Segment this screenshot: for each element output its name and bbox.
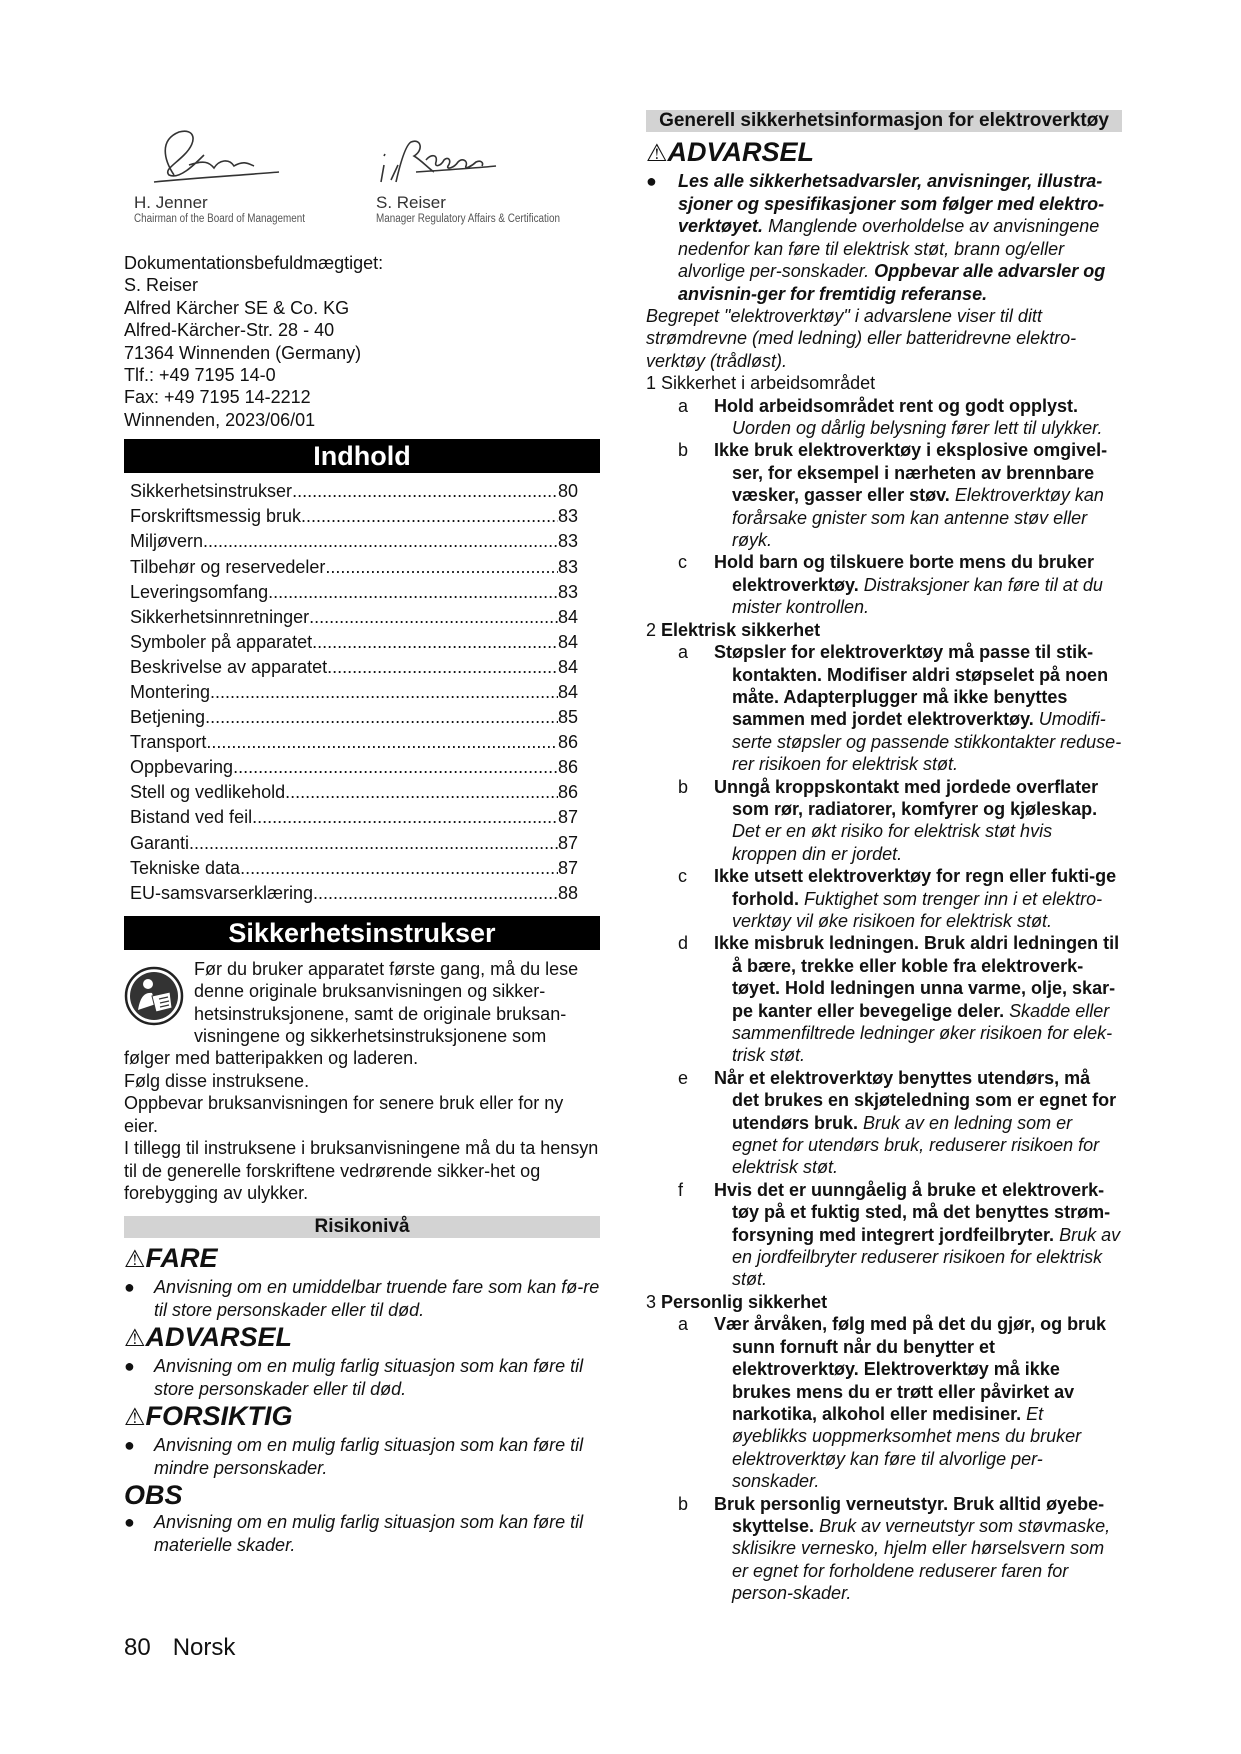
toc-leader	[327, 655, 558, 680]
toc-row[interactable]	[130, 831, 578, 856]
bullet-text: Manglende overholdelse av anvisningene nedenfor kan føre til elektrisk støt, brann og/eller alvorlige per-sonskader.	[678, 216, 1100, 281]
general-warning-label: ⚠ADVARSEL	[646, 137, 815, 167]
toc-title: Symboler på apparatet	[130, 631, 313, 652]
toc-row[interactable]	[130, 881, 578, 906]
address-phone: Tlf.: +49 7195 14-0	[124, 365, 276, 386]
item-text: Umodifi-serte støpsler og passende stikkontakter reduse-rer risikoen for elektrisk støt.	[732, 709, 1122, 775]
toc-page: 86	[557, 757, 578, 778]
toc-leader	[292, 479, 558, 504]
toc-title: Beskrivelse av apparatet	[130, 656, 328, 677]
item-bold: Hold arbeidsområdet rent og godt opplyst.	[714, 395, 1079, 416]
toc-leader	[233, 755, 558, 780]
address-date: Winnenden, 2023/06/01	[124, 409, 316, 430]
toc-leader	[210, 680, 558, 705]
follow-instructions: Følg disse instruksene.	[124, 1070, 310, 1091]
keep-manual: Oppbevar bruksanvisningen for senere bruk eller for ny eier.	[124, 1093, 564, 1136]
toc-title: Tekniske data	[130, 857, 241, 878]
item-bold: Støpsler for elektroverktøy må passe til stik-kontakten. Modifiser aldri støpselet på noen måte. Adapterplugger må ikke benyttes sammen med jordet elektroverktøy.	[714, 642, 1109, 730]
intro-line: visningene og sikkerhetsinstruksjonene som	[194, 1026, 547, 1047]
section-item	[646, 1313, 1122, 1492]
toc-title: Garanti	[130, 832, 190, 853]
toc-row[interactable]	[130, 555, 578, 580]
toc-row[interactable]	[130, 730, 578, 755]
item-bold: Ikke bruk elektroverktøy i eksplosive omgivel-ser, for eksempel i nærheten av brennbare væsker, gasser eller støv.	[714, 440, 1108, 506]
item-marker: d	[678, 933, 689, 954]
section-item	[646, 865, 1122, 932]
toc-leader	[285, 780, 558, 805]
item-text: Bruk av verneutstyr som støvmaske, sklisikre vernesko, hjelm eller hørselsvern som er egnet for forholdene reduserer faren for person-skader.	[732, 1515, 1111, 1604]
toc-row[interactable]	[130, 655, 578, 680]
toc-row[interactable]	[130, 755, 578, 780]
toc-title: Transport	[130, 732, 207, 753]
term-note: Begrepet "elektroverktøy" i advarslene viser til ditt strømdrevne (med ledning) eller batteridrevne elektro-verktøy (trådløst).	[646, 306, 1077, 371]
toc-page: 84	[557, 631, 578, 652]
toc-page: 87	[557, 832, 578, 853]
toc-row[interactable]	[130, 605, 578, 630]
bullet-dot: ●	[124, 1512, 135, 1533]
toc-leader	[189, 831, 558, 856]
risk-level-text: ● Anvisning om en umiddelbar truende fare som kan fø-re til store personskader eller til død.	[124, 1277, 600, 1320]
item-text: Fuktighet som trenger inn i et elektro-verktøy vil øke risikoen for elektrisk støt.	[732, 888, 1103, 931]
section-item	[646, 932, 1122, 1066]
toc-page: 84	[557, 656, 578, 677]
item-text: Skadde eller sammenfiltrede ledninger øker risikoen for elek-trisk støt.	[732, 1000, 1113, 1066]
toc-row[interactable]	[130, 630, 578, 655]
signature-title: Chairman of the Board of Management	[134, 213, 305, 225]
section-heading: 3 Personlig sikkerhet	[646, 1291, 828, 1312]
intro-line: Før du bruker apparatet første gang, må du lese	[194, 958, 579, 979]
safety-heading: Sikkerhetsinstrukser	[124, 916, 600, 950]
toc-leader	[206, 730, 558, 755]
item-bold: Ikke utsett elektroverktøy for regn eller fukti-ge forhold.	[714, 866, 1117, 909]
section-item	[646, 439, 1122, 551]
address-street: Alfred-Kärcher-Str. 28 - 40	[124, 320, 335, 341]
additional-rules: I tillegg til instruksene i bruksanvisningene må du ta hensyn til de generelle forskriftene vedrørende sikker-het og forebygging av ulykker.	[124, 1138, 599, 1203]
item-marker: b	[678, 1493, 689, 1514]
risk-levels	[124, 1242, 600, 1556]
toc-row[interactable]	[130, 504, 578, 529]
toc-row[interactable]	[130, 529, 578, 554]
signature-name: S. Reiser	[376, 193, 446, 212]
toc-title: Bistand ved feil	[130, 807, 253, 828]
address-fax: Fax: +49 7195 14-2212	[124, 387, 311, 408]
toc-title: Sikkerhetsinnretninger	[130, 606, 310, 627]
signature-jenner	[134, 120, 333, 225]
item-marker: a	[678, 1314, 689, 1335]
section-item	[646, 1179, 1122, 1291]
toc-leader	[312, 630, 558, 655]
bullet-bold-2: Oppbevar alle advarsler og anvisnin-ger for fremtidig referanse.	[678, 261, 1106, 304]
general-heading: Generell sikkerhetsinformasjon for elektroverktøy	[646, 110, 1122, 132]
bullet-dot: ●	[124, 1277, 135, 1298]
toc-row[interactable]	[130, 780, 578, 805]
item-text: Et øyeblikks uoppmerksomhet mens du bruker elektroverktøy kan føre til alvorlige per-sonskader.	[732, 1403, 1082, 1492]
toc-heading: Indhold	[124, 439, 600, 473]
toc-row[interactable]	[130, 680, 578, 705]
toc-page: 85	[557, 707, 578, 728]
toc-title: Betjening	[130, 707, 206, 728]
safety-intro	[124, 958, 600, 1204]
toc-page: 83	[557, 581, 578, 602]
toc-page: 87	[557, 807, 578, 828]
toc-page: 88	[557, 882, 578, 903]
item-marker: e	[678, 1067, 689, 1088]
risk-level-label: ⚠FORSIKTIG	[124, 1401, 293, 1432]
toc-page: 80	[557, 481, 578, 502]
signature-block	[124, 120, 600, 252]
item-text: Bruk av en jordfeilbryter reduserer risikoen for elektrisk støt.	[732, 1224, 1121, 1290]
section-heading: 1 Sikkerhet i arbeidsområdet	[646, 373, 876, 394]
toc-title: Miljøvern	[130, 531, 204, 552]
section-item	[646, 1493, 1122, 1605]
page-footer	[124, 1634, 257, 1662]
address-company: Alfred Kärcher SE & Co. KG	[124, 297, 350, 318]
section-item	[646, 776, 1122, 866]
toc-leader	[325, 555, 558, 580]
item-bold: Bruk personlig verneutstyr. Bruk alltid øyebe-skyttelse.	[714, 1493, 1105, 1536]
item-text: Elektroverktøy kan forårsake gnister som kan antenne støv eller røyk.	[732, 485, 1104, 551]
item-text: Uorden og dårlig belysning fører lett til ulykker.	[732, 418, 1103, 439]
left-column	[124, 120, 600, 1556]
toc-title: Stell og vedlikehold	[130, 782, 286, 803]
page-number: 80	[124, 1634, 151, 1661]
toc-leader	[252, 805, 558, 830]
item-bold: Unngå kroppskontakt med jordede overflater som rør, radiatorer, komfyrer og kjøleskap.	[714, 776, 1099, 819]
item-text: Det er en økt risiko for elektrisk støt hvis kroppen din er jordet.	[732, 821, 1053, 864]
item-text: Distraksjoner kan føre til at du mister kontrollen.	[732, 574, 1103, 618]
toc-leader	[240, 856, 558, 881]
signature-title: Manager Regulatory Affairs & Certification	[376, 213, 560, 225]
toc-leader	[301, 504, 558, 529]
risk-level-text: ● Anvisning om en mulig farlig situasjon som kan føre til mindre personskader.	[124, 1435, 584, 1478]
bullet-dot: ●	[646, 171, 657, 191]
toc-leader	[309, 605, 558, 630]
risk-level-label: ⚠ADVARSEL	[124, 1322, 293, 1353]
section-item	[646, 641, 1122, 775]
toc-title: Leveringsomfang	[130, 581, 269, 602]
section-item	[646, 551, 1122, 618]
intro-line: denne originale bruksanvisningen og sikker-	[194, 981, 546, 1002]
section-heading: 2 Elektrisk sikkerhet	[646, 619, 821, 640]
item-bold: Ikke misbruk ledningen. Bruk aldri ledningen til å bære, trekke eller koble fra elektroverk-tøyet. Hold ledningen unna varme, olje, skar-pe kanter eller bevegelige deler.	[714, 933, 1120, 1021]
toc-leader	[313, 881, 558, 906]
toc-title: EU-samsvarserklæring	[130, 882, 314, 903]
table-of-contents	[124, 479, 600, 906]
item-marker: c	[678, 866, 687, 887]
risk-level-label: ⚠FARE	[124, 1243, 218, 1274]
toc-title: Oppbevaring	[130, 757, 234, 778]
address-person: S. Reiser	[124, 275, 199, 296]
item-marker: a	[678, 395, 689, 416]
section-item	[646, 1067, 1122, 1179]
item-marker: b	[678, 440, 689, 461]
toc-page: 87	[557, 857, 578, 878]
item-bold: Hvis det er uunngåelig å bruke et elektroverk-tøy på et fuktig sted, må det benyttes strøm-forsyning med integrert jordfeilbryter.	[714, 1179, 1111, 1245]
toc-title: Tilbehør og reservedeler	[130, 556, 326, 577]
risk-level-label: OBS	[124, 1480, 183, 1511]
signature-name: H. Jenner	[134, 193, 208, 212]
intro-line: hetsinstruksjonene, samt de originale bruksan-	[194, 1003, 567, 1024]
toc-page: 86	[557, 732, 578, 753]
toc-page: 83	[557, 556, 578, 577]
address-label: Dokumentationsbefuldmægtiget:	[124, 253, 384, 273]
toc-page: 86	[557, 782, 578, 803]
toc-leader	[205, 705, 558, 730]
item-bold: Hold barn og tilskuere borte mens du bruker elektroverktøy.	[714, 552, 1095, 595]
toc-title: Forskriftsmessig bruk	[130, 506, 302, 527]
risk-level-text: ● Anvisning om en mulig farlig situasjon som kan føre til store personskader eller til død.	[124, 1356, 584, 1399]
item-marker: a	[678, 642, 689, 663]
signature-reiser	[376, 120, 590, 225]
address-block	[124, 252, 600, 431]
toc-page: 83	[557, 506, 578, 527]
item-marker: c	[678, 552, 687, 573]
safety-sections	[646, 372, 1122, 1604]
toc-leader	[268, 580, 558, 605]
warning-triangle-icon: ⚠	[124, 1404, 146, 1432]
item-bold: Vær årvåken, følg med på det du gjør, og bruk sunn fornuft når du benytter et elektroverktøy. Elektroverktøy må ikke brukes mens du er trøtt eller påvirket av narkotika, alkohol eller medisiner.	[714, 1314, 1107, 1424]
section-item	[646, 395, 1122, 440]
warning-triangle-icon: ⚠	[124, 1325, 146, 1353]
toc-leader	[203, 529, 558, 554]
toc-page: 84	[557, 682, 578, 702]
toc-row[interactable]	[130, 805, 578, 830]
handwritten-signature-jenner	[134, 120, 284, 195]
risk-heading: Risikonivå	[124, 1216, 600, 1238]
bullet-dot: ●	[124, 1356, 135, 1377]
item-text: Bruk av en ledning som er egnet for utendørs bruk, reduserer risikoen for elektrisk støt.	[732, 1112, 1100, 1178]
footer-language: Norsk	[172, 1634, 236, 1661]
toc-title: Sikkerhetsinstrukser	[130, 481, 293, 502]
toc-page: 83	[557, 531, 578, 552]
read-manual-icon	[124, 966, 184, 1026]
handwritten-signature-reiser	[376, 120, 526, 195]
toc-title: Montering	[130, 682, 211, 702]
intro-rest: følger med batteripakken og laderen.	[124, 1048, 419, 1069]
item-marker: b	[678, 776, 689, 797]
toc-row[interactable]	[130, 705, 578, 730]
toc-row[interactable]	[130, 479, 578, 504]
risk-level-text: ● Anvisning om en mulig farlig situasjon som kan føre til materielle skader.	[124, 1512, 584, 1555]
right-column	[646, 110, 1122, 1605]
warning-triangle-icon: ⚠	[124, 1246, 146, 1274]
general-warning-bullet	[646, 170, 1122, 305]
warning-triangle-icon: ⚠	[646, 140, 668, 167]
address-city: 71364 Winnenden (Germany)	[124, 342, 362, 363]
toc-row[interactable]	[130, 856, 578, 881]
item-bold: Når et elektroverktøy benyttes utendørs, må det brukes en skjøteledning som er egnet for utendørs bruk.	[714, 1067, 1117, 1133]
bullet-bold: Les alle sikkerhetsadvarsler, anvisninger, illustra-sjoner og spesifikasjoner som følger med elektro-verktøyet.	[678, 171, 1105, 236]
bullet-dot: ●	[124, 1435, 135, 1456]
item-marker: f	[678, 1179, 684, 1200]
toc-row[interactable]	[130, 580, 578, 605]
toc-page: 84	[557, 606, 578, 627]
